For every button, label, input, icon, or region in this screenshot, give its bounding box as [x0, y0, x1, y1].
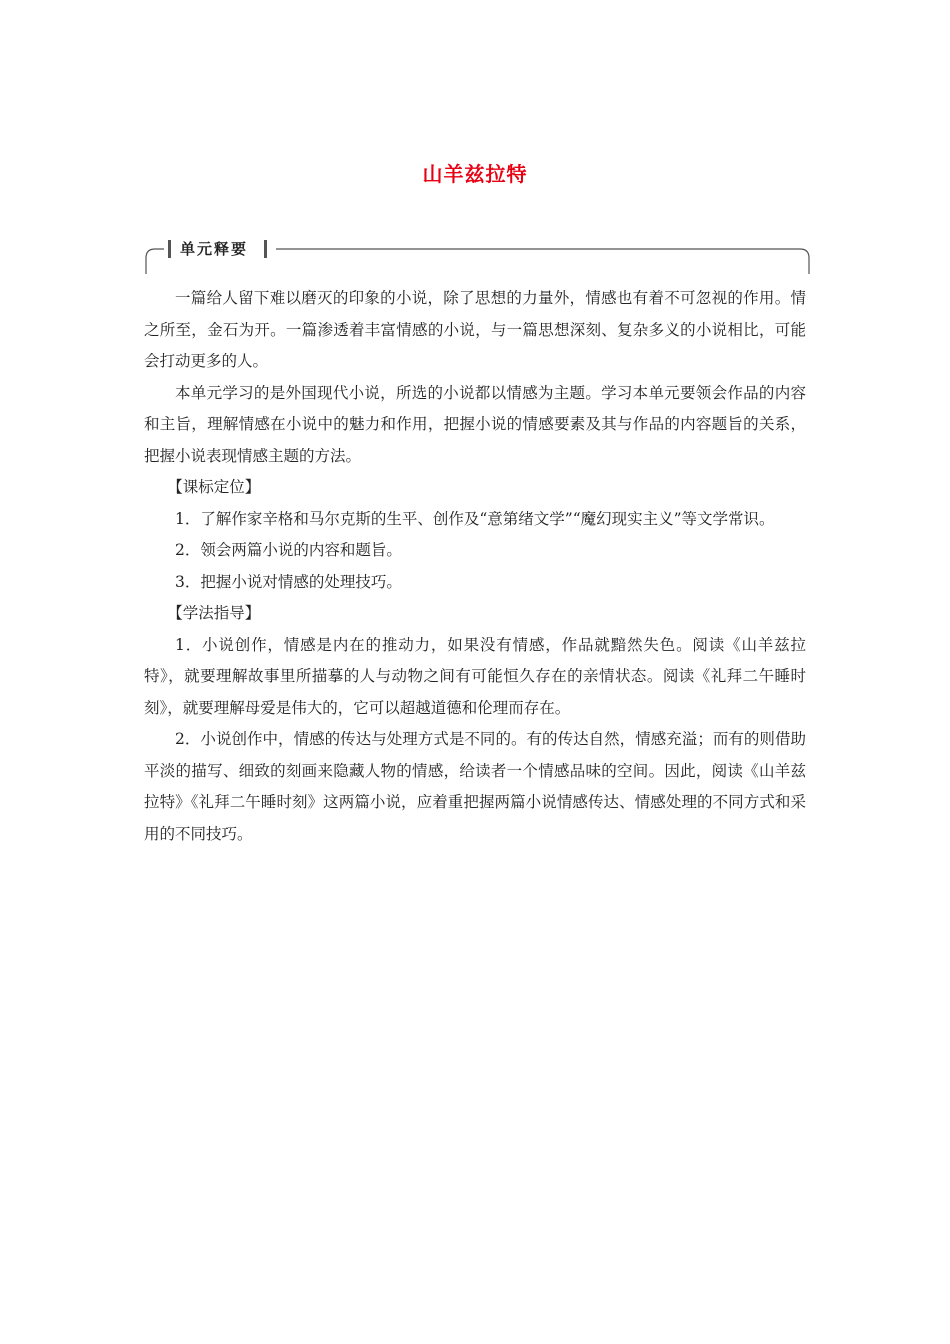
document-title: 山羊兹拉特: [422, 162, 528, 186]
curriculum-item: 2．领会两篇小说的内容和题旨。: [175, 541, 402, 559]
curriculum-heading: 【课标定位】: [167, 478, 261, 496]
intro-paragraph: 本单元学习的是外国现代小说，所选的小说都以情感为主题。学习本单元要领会作品的内容和主旨，理解情感在小说中的魅力和作用，把握小说的情感要素及其与作品的内容题旨的关系，把握小说表现情感主题的方法。: [144, 383, 806, 465]
intro-paragraph: 一篇给人留下难以磨灭的印象的小说，除了思想的力量外，情感也有着不可忽视的作用。情之所至，金石为开。一篇渗透着丰富情感的小说，与一篇思想深刻、复杂多义的小说相比，可能会打动更多的人。: [144, 289, 806, 370]
curriculum-item: 3．把握小说对情感的处理技巧。: [175, 572, 402, 591]
guidance-item: 1．小说创作，情感是内在的推动力，如果没有情感，作品就黯然失色。阅读《山羊兹拉特》，就要理解故事里所描摹的人与动物之间有可能恒久存在的亲情状态。阅读《礼拜二午睡时刻》，就要理解母爱是伟大的，它可以超越道德和伦理而存在。: [144, 635, 806, 717]
section-header-frame: [144, 238, 812, 278]
guidance-item: 2．小说创作中，情感的传达与处理方式是不同的。有的传达自然，情感充溢；而有的则借助平淡的描写、细致的刻画来隐藏人物的情感，给读者一个情感品味的空间。因此，阅读《山羊兹拉特》《礼拜二午睡时刻》这两篇小说，应着重把握两篇小说情感传达、情感处理的不同方式和采用的不同技巧。: [144, 730, 806, 843]
document-body: [144, 283, 806, 850]
section-label: 单元释要: [174, 238, 254, 260]
guidance-heading: 【学法指导】: [167, 604, 261, 622]
curriculum-item: 1．了解作家辛格和马尔克斯的生平、创作及“意第绪文学”“魔幻现实主义”等文学常识。: [175, 509, 775, 528]
